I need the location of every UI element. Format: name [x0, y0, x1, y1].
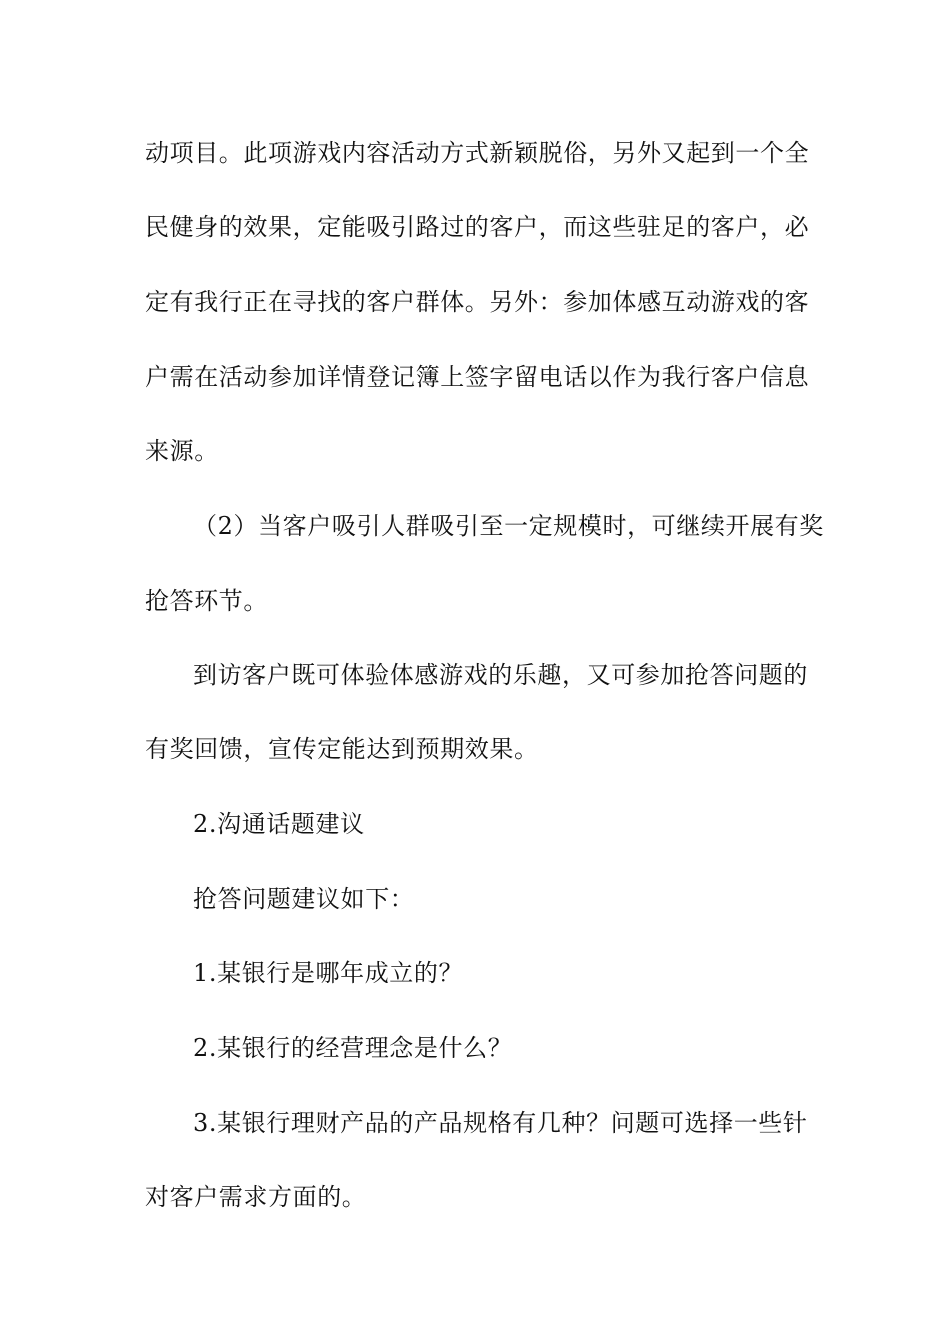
paragraph-line: 民健身的效果，定能吸引路过的客户，而这些驻足的客户，必: [145, 213, 810, 241]
section-heading: 2.沟通话题建议: [193, 810, 365, 838]
list-item: 2.某银行的经营理念是什么？: [193, 1034, 513, 1062]
paragraph-line: 到访客户既可体验体感游戏的乐趣，又可参加抢答问题的: [193, 661, 808, 689]
paragraph-line: 有奖回馈，宣传定能达到预期效果。: [145, 735, 539, 763]
paragraph-line: 抢答问题建议如下：: [193, 885, 415, 913]
paragraph-line: 定有我行正在寻找的客户群体。另外：参加体感互动游戏的客: [145, 288, 810, 316]
list-item: 1.某银行是哪年成立的？: [193, 959, 464, 987]
paragraph-line: 动项目。此项游戏内容活动方式新颖脱俗，另外又起到一个全: [145, 139, 810, 167]
paragraph-line: 户需在活动参加详情登记簿上签字留电话以作为我行客户信息: [145, 363, 810, 391]
paragraph-line: （2）当客户吸引人群吸引至一定规模时，可继续开展有奖: [193, 512, 824, 540]
paragraph-line: 抢答环节。: [145, 587, 268, 615]
list-item: 3.某银行理财产品的产品规格有几种？问题可选择一些针: [193, 1109, 808, 1137]
paragraph-line: 来源。: [145, 437, 219, 465]
paragraph-line: 对客户需求方面的。: [145, 1183, 367, 1211]
